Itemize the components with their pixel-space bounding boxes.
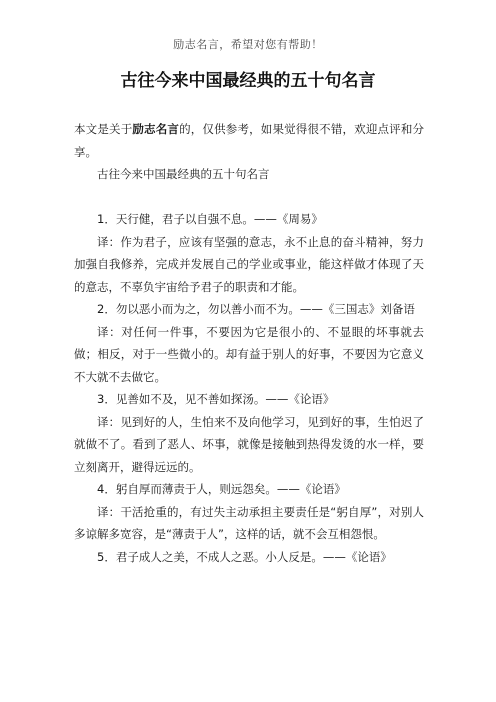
intro-paragraph bbox=[74, 118, 424, 163]
intro-suffix: 的，仅供参考，如果觉得很不错，欢迎点评和分享。 bbox=[74, 122, 425, 159]
header-note: 励志名言，希望对您有帮助！ bbox=[173, 38, 323, 51]
translation-4: 译：干活抢重的，有过失主动承担主要责任是“躬自厚”，对别人多谅解多宽容，是“薄责于人”，这样的话，就不会互相怨恨。 bbox=[74, 504, 424, 541]
translation-1: 译：作为君子，应该有坚强的意志，永不止息的奋斗精神，努力加强自我修养，完成并发展自己的学业或事业，能这样做才体现了天的意志，不辜负宇宙给予君子的职责和才能。 bbox=[74, 234, 424, 294]
intro-keyword: 励志名言 bbox=[132, 122, 180, 136]
document-body bbox=[74, 118, 424, 568]
quote-2: 2．勿以恶小而为之，勿以善小而不为。——《三国志》刘备语 bbox=[97, 302, 415, 316]
subtitle: 古往今来中国最经典的五十句名言 bbox=[97, 167, 270, 181]
quote-5: 5．君子成人之美，不成人之恶。小人反是。——《论语》 bbox=[97, 549, 392, 564]
intro-prefix: 本文是关于 bbox=[74, 122, 133, 136]
spacer bbox=[74, 186, 424, 209]
page-title: 古往今来中国最经典的五十句名言 bbox=[120, 71, 376, 91]
quote-3: 3．见善如不及，见不善如探汤。——《论语》 bbox=[97, 392, 335, 406]
quote-4: 4．躬自厚而薄责于人，则远怨矣。——《论语》 bbox=[97, 482, 346, 496]
translation-2: 译：对任何一件事，不要因为它是很小的、不显眼的坏事就去做；相反，对于一些微小的。却有益于别人的好事，不要因为它意义不大就不去做它。 bbox=[74, 324, 424, 384]
quote-1: 1．天行健，君子以自强不息。——《周易》 bbox=[97, 212, 323, 226]
translation-3: 译：见到好的人，生怕来不及向他学习，见到好的事，生怕迟了就做不了。看到了恶人、坏事，就像是接触到热得发烫的水一样，要立刻离开，避得远远的。 bbox=[74, 414, 424, 474]
